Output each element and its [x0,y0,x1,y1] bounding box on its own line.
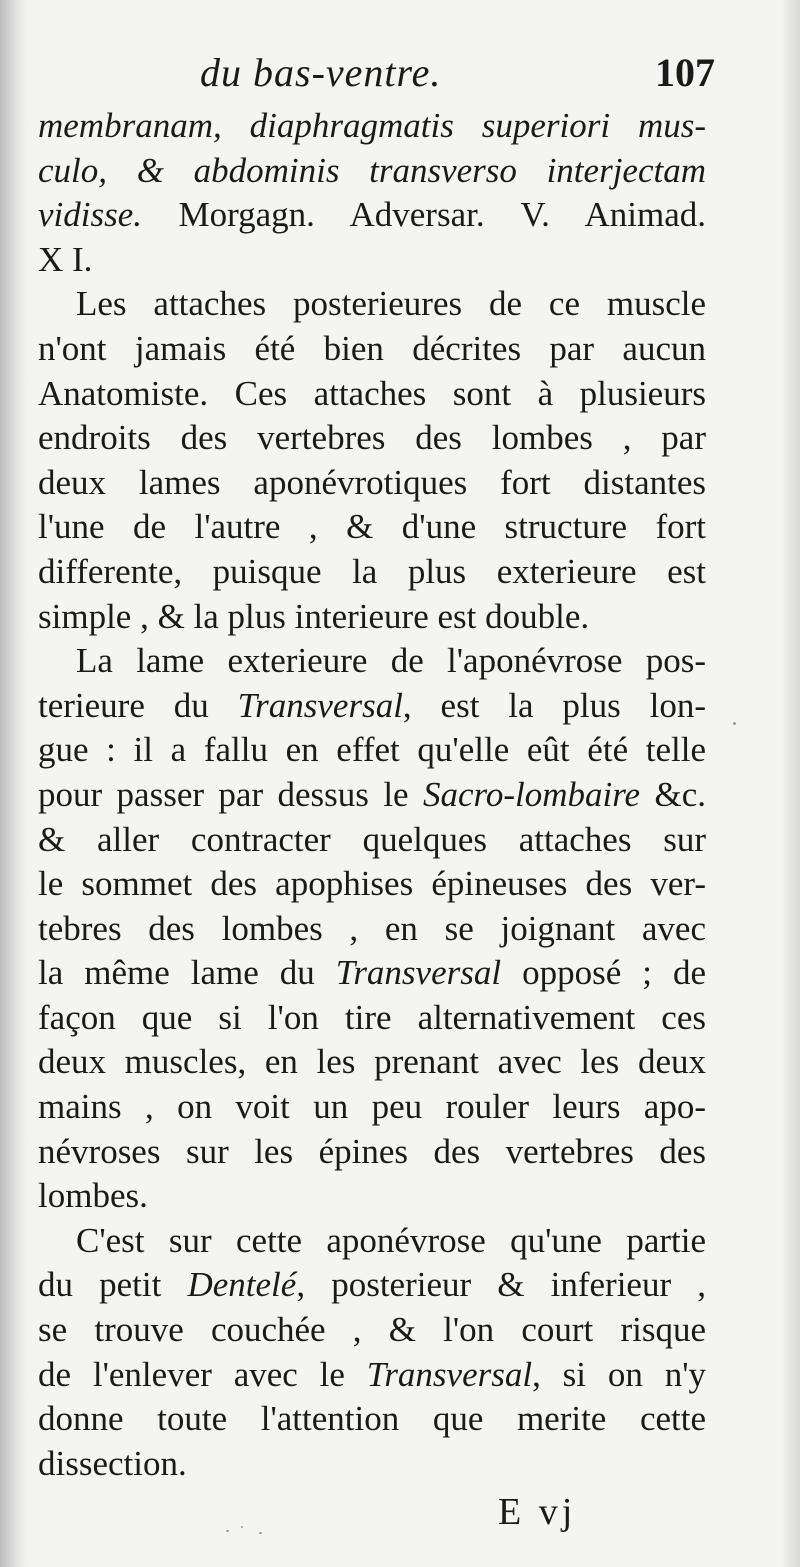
paragraph-line: differente, puisque la plus exterieure est [38,551,706,591]
paragraph-line: l'une de l'autre , & d'une structure fort [38,507,706,547]
catchword-signature: E vj [498,1491,577,1533]
text-run: , est la plus lon- [402,685,706,725]
italic-term: Transversal [237,685,403,725]
paragraph-1 [38,282,706,639]
text-run: , posterieur & inferieur , [296,1265,706,1305]
text-run: terieure du [38,685,209,725]
italic-term: Sacro-lombaire [423,774,641,814]
ink-speck [259,1532,262,1534]
paragraph-line: simple , & la plus interieure est double. [38,596,590,636]
text-run: opposé ; de [522,953,706,993]
page-header [200,45,715,101]
italic-term: Transversal [366,1354,533,1394]
paragraph-line [38,684,706,729]
body-text [38,104,706,1486]
paragraph-line: n'ont jamais été bien décrites par aucun [38,328,706,368]
paragraph-line [38,773,706,818]
quote-line: culo, & abdominis transverso interjectam [38,150,706,190]
text-run: la même lame du [38,953,315,993]
paragraph-line: deux lames aponévrotiques fort distantes [38,462,706,502]
paragraph-line: dissection. [38,1443,187,1483]
quote-reference: Morgagn. Adversar. V. Animad. [178,195,706,235]
paragraph-line: donne toute l'attention que merite cette [38,1399,706,1439]
paragraph-line: C'est sur cette aponévrose qu'une partie [76,1220,706,1260]
text-run: du petit [38,1265,162,1305]
paragraph-line: façon que si l'on tire alternativement ces [38,997,706,1037]
paragraph-line: névroses sur les épines des vertebres des [38,1131,706,1171]
paragraph-line [38,1263,706,1308]
paragraph-line [38,951,706,996]
ink-speck [733,722,736,725]
ink-speck [241,1526,243,1528]
paragraph-line: se trouve couchée , & l'on court risque [38,1310,706,1350]
quote-word: vidisse. [38,195,143,235]
italic-term: Transversal [335,953,502,993]
paragraph-line: gue : il a fallu en effet qu'elle eût été telle [38,730,706,770]
paragraph-line: le sommet des apophises épineuses des ver- [38,864,706,904]
paragraph-line: Anatomiste. Ces attaches sont à plusieurs [38,373,706,413]
text-run: &c. [654,774,707,814]
ink-speck [226,1530,229,1532]
quote-line: X I. [38,239,93,279]
running-head: du bas-ventre. [200,50,442,95]
text-run: de l'enlever avec le [38,1354,345,1394]
paragraph-line: Les attaches posterieures de ce muscle [76,284,706,324]
paragraph-line: & aller contracter quelques attaches sur [38,819,706,859]
paragraph-3 [38,1219,706,1487]
paragraph-line: lombes. [38,1176,148,1216]
paragraph-line [38,1353,706,1398]
binding-shadow [0,0,30,1567]
paragraph-2 [38,639,706,1219]
text-run: , si on n'y [532,1354,707,1394]
page-number: 107 [655,50,715,95]
paragraph-line: La lame exterieure de l'aponévrose pos- [76,641,706,681]
paragraph-line: endroits des vertebres des lombes , par [38,418,706,458]
latin-quotation [38,104,706,282]
quote-line: membranam, diaphragmatis superiori mus- [38,106,706,145]
page-edge [780,0,800,1567]
text-run: pour passer par dessus le [38,774,409,814]
paragraph-line: mains , on voit un peu rouler leurs apo- [38,1087,706,1127]
paragraph-line: deux muscles, en les prenant avec les deux [38,1042,706,1082]
paragraph-line: tebres des lombes , en se joignant avec [38,908,706,948]
italic-term: Dentelé [187,1265,297,1305]
quote-line [38,193,706,238]
